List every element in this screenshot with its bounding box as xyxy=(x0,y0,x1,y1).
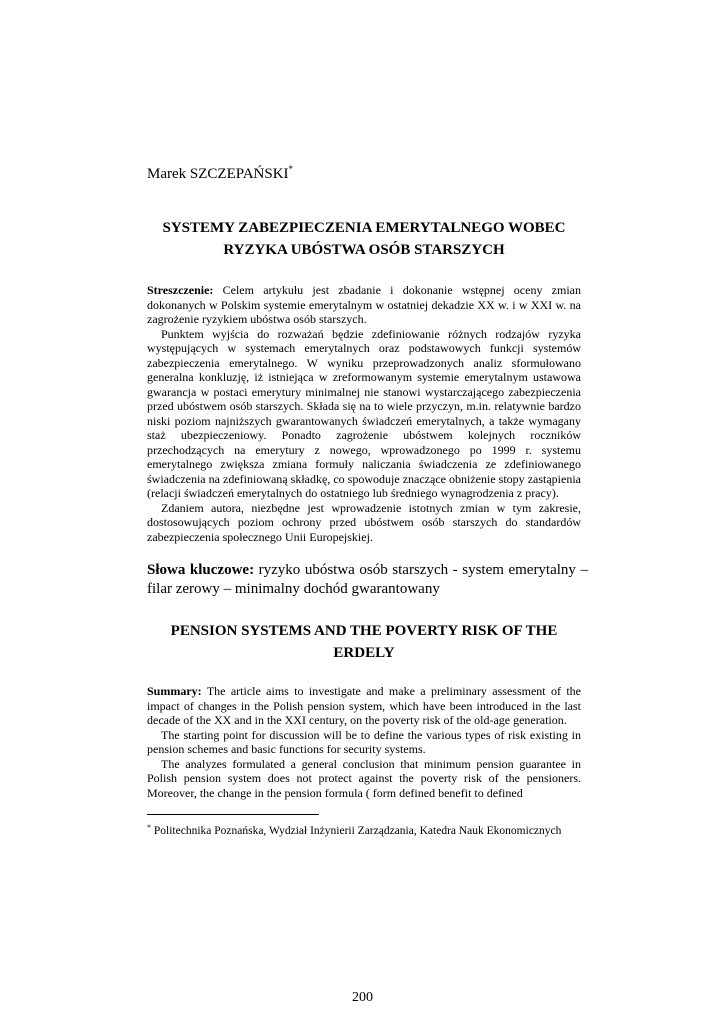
abstract-polish xyxy=(147,283,581,544)
keywords-line-2: filar zerowy – minimalny dochód gwarantowany xyxy=(147,581,440,597)
title-english xyxy=(140,620,588,664)
abstract-polish-paragraph-1 xyxy=(147,283,581,327)
abstract-polish-paragraph-3: Zdaniem autora, niezbędne jest wprowadzenie istotnych zmian w tym zakresie, dostosowujących poziom ochrony przed ubóstwem osób starszych do standardów zabezpieczenia społecznego Unii Europejskiej. xyxy=(147,500,581,544)
title-polish-line-1: SYSTEMY ZABEZPIECZENIA EMERYTALNEGO WOBEC xyxy=(162,220,566,236)
title-polish xyxy=(140,217,588,261)
author-name-text: Marek SZCZEPAŃSKI xyxy=(147,166,289,182)
footnote-text: Politechnika Poznańska, Wydział Inżynierii Zarządzania, Katedra Nauk Ekonomicznych xyxy=(151,825,562,837)
author-name xyxy=(147,164,293,183)
author-footnote-marker: * xyxy=(288,164,294,174)
footnote xyxy=(147,823,561,837)
abstract-english-label: Summary: xyxy=(147,684,202,698)
abstract-english-p1-text: The article aims to investigate and make a preliminary assessment of the impact of changes in the Polish pension system, which have been introduced in the last decade of the XX and in the XXI century, on the poverty risk of the old-age generation. xyxy=(147,684,581,727)
abstract-polish-paragraph-2: Punktem wyjścia do rozważań będzie zdefiniowanie różnych rodzajów ryzyka występujących w systemach emerytalnych oraz podstawowych funkcji systemów zabezpieczenia emerytalnego. W wyniku przeprowadzonych analiz sformułowano generalna konkluzję, iż istniejąca w zreformowanym systemie emerytalnym ustawowa gwarancja w postaci emerytury minimalnej nie stanowi wystarczającego zabezpieczenia przed ubóstwem osób starszych. Składa się na to wiele przyczyn, m.in. relatywnie bardzo niski poziom najniższych gwarantowanych świadczeń emerytalnych, a także wymagany staż ubezpieczeniowy. Ponadto zagrożenie ubóstwem kolejnych roczników przechodzących na emerytury z nowego, wprowadzonego po 1999 r. systemu emerytalnego zwiększa zmiana formuły naliczania świadczenia ze zdefiniowanego świadczenia na zdefiniowaną składkę, co spowoduje znaczące obniżenie stopy zastąpienia (relacji świadczeń emerytalnych do ostatniego lub średniego wynagrodzenia z pracy). xyxy=(147,326,581,500)
keywords-line-1-text: ryzyko ubóstwa osób starszych - system emerytalny – xyxy=(254,562,588,578)
page-number: 200 xyxy=(352,990,373,1005)
title-english-line-2: ERDELY xyxy=(333,645,395,661)
footnote-marker: * xyxy=(147,823,151,832)
abstract-polish-label: Streszczenie: xyxy=(147,283,214,297)
abstract-english-paragraph-1 xyxy=(147,684,581,728)
keywords-line-1 xyxy=(147,561,588,580)
abstract-english-paragraph-3: The analyzes formulated a general conclusion that minimum pension guarantee in Polish pension system does not protect against the poverty risk of the pensioners. Moreover, the change in the pension formula ( form defined benefit to defined xyxy=(147,756,581,800)
title-polish-line-2: RYZYKA UBÓSTWA OSÓB STARSZYCH xyxy=(223,242,505,258)
abstract-english xyxy=(147,684,581,800)
abstract-polish-p1-text: Celem artykułu jest zbadanie i dokonanie wstępnej oceny zmian dokonanych w Polskim systemie emerytalnym w ostatniej dekadzie XX w. i w XXI w. na zagrożenie ryzykiem ubóstwa osób starszych. xyxy=(147,283,581,326)
title-english-line-1: PENSION SYSTEMS AND THE POVERTY RISK OF THE xyxy=(170,623,558,639)
footnote-divider xyxy=(147,814,319,815)
keywords xyxy=(147,561,588,599)
abstract-english-paragraph-2: The starting point for discussion will be to define the various types of risk existing in pension schemes and basic functions for security systems. xyxy=(147,727,581,756)
keywords-label: Słowa kluczowe: xyxy=(147,562,255,578)
